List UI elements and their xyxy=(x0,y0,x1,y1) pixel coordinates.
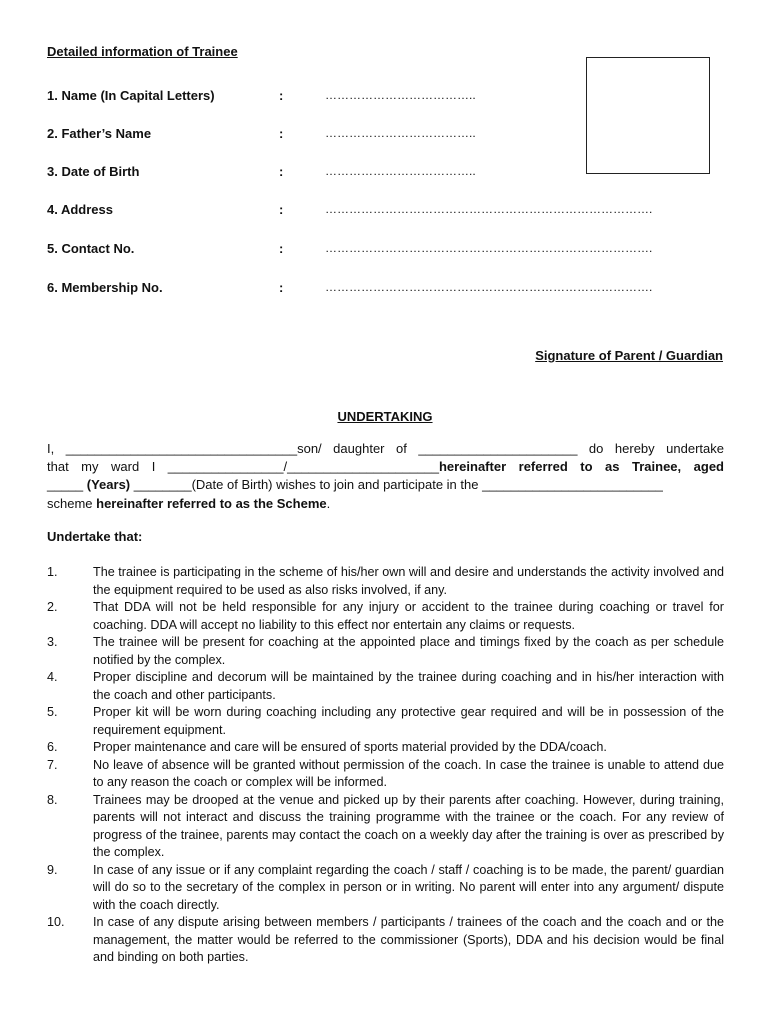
intro-bold-text: hereinafter referred to as Trainee, aged xyxy=(438,459,724,475)
signature-label: Signature of Parent / Guardian xyxy=(535,348,723,363)
contact-field[interactable]: ………………………………………………………………………. xyxy=(325,241,653,255)
field-colon: : xyxy=(279,202,284,217)
field-label: 1. Name (In Capital Letters) xyxy=(47,88,215,103)
intro-line xyxy=(47,495,724,513)
field-row-membership xyxy=(47,280,727,298)
undertake-that-heading: Undertake that: xyxy=(47,529,143,544)
list-item xyxy=(47,862,724,915)
item-number: 3. xyxy=(47,635,58,649)
field-colon: : xyxy=(279,126,284,141)
intro-line xyxy=(47,458,724,476)
list-item xyxy=(47,792,724,862)
field-row-date-of-birth xyxy=(47,164,727,182)
item-text: Proper kit will be worn during coaching including any protective gear required and will be in possession of the requirement equipment. xyxy=(93,705,724,737)
item-number: 4. xyxy=(47,670,58,684)
undertaking-list xyxy=(47,564,724,967)
intro-line xyxy=(47,476,724,494)
item-number: 2. xyxy=(47,600,58,614)
field-colon: : xyxy=(279,280,284,295)
undertaking-title: UNDERTAKING xyxy=(337,409,433,424)
intro-text: I, ________________________________son/ daughter of ______________________ do hereby undertake xyxy=(47,441,724,456)
membership-field[interactable]: ………………………………………………………………………. xyxy=(325,280,653,294)
item-number: 8. xyxy=(47,792,58,807)
field-colon: : xyxy=(279,88,284,103)
list-item xyxy=(47,599,724,634)
field-label: 4. Address xyxy=(47,202,113,217)
list-item xyxy=(47,704,724,739)
intro-text: scheme xyxy=(47,495,97,511)
list-item xyxy=(47,634,724,669)
field-label: 3. Date of Birth xyxy=(47,164,140,179)
item-number: 9. xyxy=(47,862,58,877)
address-field[interactable]: ………………………………………………………………………. xyxy=(325,202,653,216)
intro-text: . xyxy=(326,495,331,511)
list-item xyxy=(47,739,724,757)
item-text: The trainee will be present for coaching at the appointed place and timings fixed by the coach as per schedule notified by the complex. xyxy=(93,635,724,667)
field-label: 2. Father’s Name xyxy=(47,126,152,141)
item-number: 5. xyxy=(47,705,58,719)
item-text: That DDA will not be held responsible for any injury or accident to the trainee during coaching or travel for coaching. DDA will accept no liability to this effect nor entertain any claims or requests. xyxy=(93,600,724,632)
item-text: Proper maintenance and care will be ensured of sports material provided by the DDA/coach. xyxy=(93,740,607,754)
item-text: Proper discipline and decorum will be maintained by the trainee during coaching and in his/her interaction with the coach and other participants. xyxy=(93,670,724,702)
item-number: 10. xyxy=(47,915,65,929)
intro-bold-text: (Years) xyxy=(86,477,131,493)
list-item xyxy=(47,669,724,704)
section-title: Detailed information of Trainee xyxy=(47,44,238,59)
item-number: 1. xyxy=(47,565,58,579)
field-row-name xyxy=(47,88,727,106)
father-name-field[interactable]: ……………………………….. xyxy=(325,126,476,140)
name-field[interactable]: ……………………………….. xyxy=(325,88,476,102)
field-colon: : xyxy=(279,164,284,179)
item-text: In case of any dispute arising between members / participants / trainees of the coach and the coach and or the management, the matter would be referred to the commissioner (Sports), DDA and his decision would be final and binding on both parties. xyxy=(93,915,724,964)
item-text: No leave of absence will be granted without permission of the coach. In case the trainee is unable to attend due to any reason the coach or complex will be informed. xyxy=(93,757,724,789)
list-item xyxy=(47,757,724,792)
item-number: 7. xyxy=(47,757,58,772)
item-text: The trainee is participating in the scheme of his/her own will and desire and understands the activity involved and the equipment required to be used as also risks involved, if any. xyxy=(93,565,724,597)
intro-line xyxy=(47,440,724,458)
item-text: In case of any issue or if any complaint regarding the coach / staff / coaching is to be made, the parent/ guardian will do so to the secretary of the complex in person or in writing. No parent will enter into any argument/ dispute with the coach directly. xyxy=(93,862,724,912)
intro-bold-text: hereinafter referred to as the Scheme xyxy=(96,495,327,511)
intro-text: ________(Date of Birth) wishes to join and participate in the _________________________ xyxy=(130,477,663,493)
intro-text: _____ xyxy=(47,477,87,493)
intro-text: that my ward I ________________/_____________________ xyxy=(47,459,439,475)
field-label: 6. Membership No. xyxy=(47,280,163,295)
field-row-address xyxy=(47,202,727,220)
photo-box xyxy=(586,57,710,174)
undertaking-intro xyxy=(47,440,724,513)
list-item xyxy=(47,914,724,967)
field-colon: : xyxy=(279,241,284,256)
list-item xyxy=(47,564,724,599)
item-number: 6. xyxy=(47,740,58,754)
field-row-contact xyxy=(47,241,727,259)
date-of-birth-field[interactable]: ……………………………….. xyxy=(325,164,476,178)
item-text: Trainees may be drooped at the venue and picked up by their parents after coaching. However, during training, parents will not interact and discuss the training programme with the trainee or the coach. For any review of progress of the trainee, parents may contact the coach on a weekly day after the training is over as prescribed by the complex. xyxy=(93,792,724,859)
field-row-father-name xyxy=(47,126,727,144)
field-label: 5. Contact No. xyxy=(47,241,135,256)
